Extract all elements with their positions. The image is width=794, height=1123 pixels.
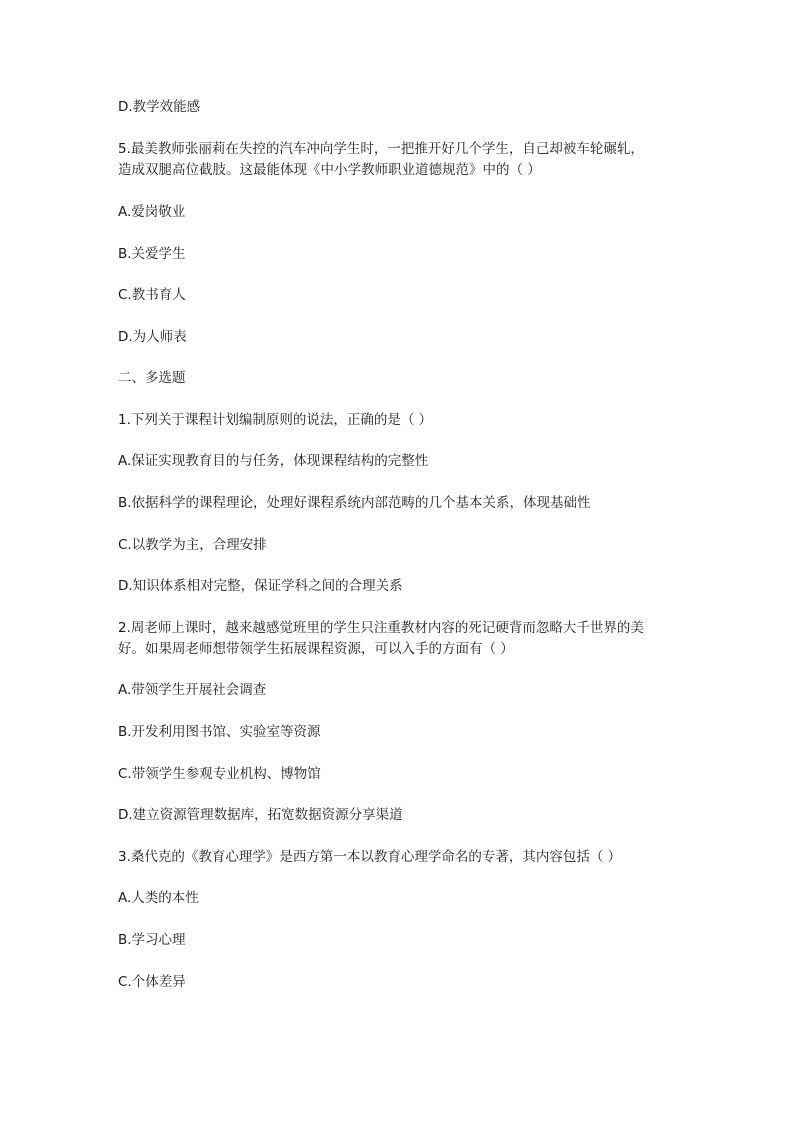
q2-option-a: A.带领学生开展社会调查 <box>118 682 267 698</box>
q3-stem: 3.桑代克的《教育心理学》是西方第一本以教育心理学命名的专著，其内容包括（ ） <box>118 849 622 865</box>
q5-option-c: C.教书育人 <box>118 287 186 303</box>
q2-option-d: D.建立资源管理数据库，拓宽数据资源分享渠道 <box>118 807 403 823</box>
q1-stem: 1.下列关于课程计划编制原则的说法，正确的是（ ） <box>118 412 433 428</box>
q1-option-d: D.知识体系相对完整，保证学科之间的合理关系 <box>118 578 403 594</box>
q1-option-c: C.以教学为主，合理安排 <box>118 537 267 553</box>
q1-option-b: B.依据科学的课程理论，处理好课程系统内部范畴的几个基本关系，体现基础性 <box>118 495 591 511</box>
q5-stem-line2: 造成双腿高位截肢。这最能体现《中小学教师职业道德规范》中的（ ） <box>118 162 541 178</box>
section-heading-multiple-choice: 二、多选题 <box>118 370 186 386</box>
q1-option-a: A.保证实现教育目的与任务，体现课程结构的完整性 <box>118 453 429 469</box>
q3-option-c: C.个体差异 <box>118 974 186 990</box>
q5-option-a: A.爱岗敬业 <box>118 204 186 220</box>
q5-option-b: B.关爱学生 <box>118 246 186 262</box>
q5-stem-line1: 5.最美教师张丽莉在失控的汽车冲向学生时，一把推开好几个学生，自己却被车轮碾轧， <box>118 141 644 157</box>
q2-option-b: B.开发利用图书馆、实验室等资源 <box>118 724 321 740</box>
q2-option-c: C.带领学生参观专业机构、博物馆 <box>118 766 321 782</box>
q5-option-d: D.为人师表 <box>118 329 187 345</box>
q2-stem-line1: 2.周老师上课时，越来越感觉班里的学生只注重教材内容的死记硬背而忽略大千世界的美 <box>118 620 644 636</box>
q4-option-d: D.教学效能感 <box>118 99 201 115</box>
q3-option-b: B.学习心理 <box>118 932 186 948</box>
q3-option-a: A.人类的本性 <box>118 890 199 906</box>
q2-stem-line2: 好。如果周老师想带领学生拓展课程资源，可以入手的方面有（ ） <box>118 641 514 657</box>
